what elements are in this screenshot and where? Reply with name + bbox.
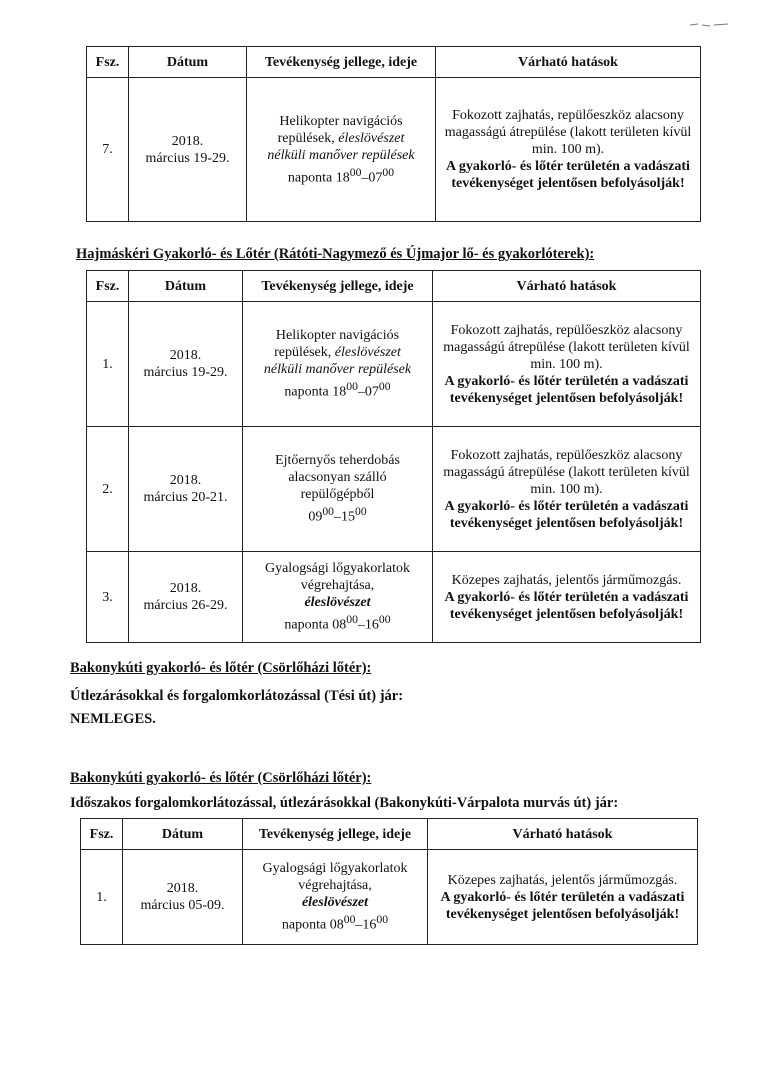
table-row <box>87 427 701 552</box>
col-header-effects: Várható hatások <box>436 47 701 78</box>
row-activity <box>243 427 433 552</box>
time-sup: 00 <box>376 913 389 927</box>
date-range: március 26-29. <box>143 598 228 613</box>
activity-line: Gyalogsági lőgyakorlatok <box>262 861 408 877</box>
time-sup: 00 <box>343 913 356 927</box>
effect-warning: A gyakorló- és lőtér területén a vadászati tevékenységet jelentősen befolyásolják! <box>440 889 685 922</box>
activity-time <box>247 911 423 934</box>
section-value-nemleges: NEMLEGES. <box>70 711 156 727</box>
activity-italic: éleslövészet <box>338 130 405 146</box>
activity-time <box>247 503 428 526</box>
row-effects <box>433 427 701 552</box>
effect-warning: A gyakorló- és lőtér területén a vadászati tevékenységet jelentősen befolyásolják! <box>446 159 690 191</box>
time-end: –07 <box>361 170 383 186</box>
row-number: 1. <box>87 302 129 427</box>
effect-text: Közepes zajhatás, jelentős járműmozgás. <box>447 872 678 888</box>
table-1 <box>86 46 701 222</box>
date-year: 2018. <box>169 581 202 596</box>
time-end: –16 <box>357 617 379 633</box>
activity-line: nélküli manőver repülések <box>263 362 412 378</box>
date-year: 2018. <box>171 133 204 149</box>
table-2-header-row <box>87 271 701 302</box>
date-range: március 20-21. <box>143 490 228 505</box>
time-sup: 00 <box>322 505 334 519</box>
scan-artifact-mark <box>690 22 730 28</box>
activity-line <box>247 344 428 361</box>
activity-line: Helikopter navigációs <box>275 328 400 344</box>
time-end: –07 <box>357 384 379 400</box>
row-date <box>123 850 243 945</box>
col-header-date: Dátum <box>123 819 243 850</box>
time-sup: 00 <box>349 165 362 179</box>
row-activity <box>243 552 433 643</box>
time-sup: 00 <box>346 613 358 627</box>
date-year: 2018. <box>166 881 199 896</box>
time-start: 09 <box>308 509 323 525</box>
table-row <box>87 78 701 222</box>
table-3-header-row <box>81 819 698 850</box>
table-1-container <box>86 46 701 222</box>
section-heading-hajmaskeri: Hajmáskéri Gyakorló- és Lőtér (Rátóti-Nagymező és Újmajor lő- és gyakorlóterek): <box>76 246 595 262</box>
activity-time <box>251 164 431 187</box>
col-header-activity: Tevékenység jellege, ideje <box>247 47 436 78</box>
col-header-date: Dátum <box>129 47 247 78</box>
effect-warning: A gyakorló- és lőtér területén a vadászati tevékenységet jelentősen befolyásolják! <box>444 373 689 406</box>
time-sup: 00 <box>378 380 391 394</box>
row-date <box>129 78 247 222</box>
row-activity <box>247 78 436 222</box>
col-header-date: Dátum <box>129 271 243 302</box>
effect-warning: A gyakorló- és lőtér területén a vadászati tevékenységet jelentősen befolyásolják! <box>444 589 689 622</box>
date-year: 2018. <box>169 348 202 363</box>
effect-text: Fokozott zajhatás, repülőeszköz alacsony magasságú átrepülése (lakott területen kívül min. 100 m). <box>443 322 690 372</box>
activity-text: repülések, <box>274 345 335 361</box>
row-date <box>129 427 243 552</box>
row-activity <box>243 850 428 945</box>
row-effects <box>428 850 698 945</box>
activity-line: nélküli manőver repülések <box>267 147 415 163</box>
time-start: naponta 18 <box>287 170 350 186</box>
activity-line: éleslövészet <box>304 595 371 611</box>
time-start: naponta 18 <box>284 384 347 400</box>
table-row <box>87 302 701 427</box>
row-number: 2. <box>87 427 129 552</box>
activity-text: repülések, <box>277 130 339 146</box>
table-1-header-row <box>87 47 701 78</box>
activity-line: Ejtőernyős teherdobás <box>275 453 400 469</box>
time-sup: 00 <box>378 613 391 627</box>
section-heading-bakonykuti-2: Bakonykúti gyakorló- és lőtér (Csörlőházi lőtér): <box>70 770 372 786</box>
table-row <box>87 552 701 643</box>
row-activity <box>243 302 433 427</box>
row-date <box>129 302 243 427</box>
table-row <box>81 850 698 945</box>
col-header-effects: Várható hatások <box>433 271 701 302</box>
activity-line: alacsonyan szálló <box>288 470 387 486</box>
activity-line: éleslövészet <box>301 895 369 911</box>
col-header-activity: Tevékenység jellege, ideje <box>243 271 433 302</box>
effect-text: Fokozott zajhatás, repülőeszköz alacsony magasságú átrepülése (lakott területen kívül min. 100 m). <box>443 447 690 497</box>
time-end: –16 <box>355 917 377 933</box>
date-range: március 19-29. <box>143 365 228 380</box>
col-header-activity: Tevékenység jellege, ideje <box>243 819 428 850</box>
section-heading-bakonykuti-1: Bakonykúti gyakorló- és lőtér (Csörlőházi lőtér): <box>70 660 372 676</box>
row-number: 1. <box>81 850 123 945</box>
table-2 <box>86 270 701 643</box>
row-effects <box>433 552 701 643</box>
date-year: 2018. <box>169 473 202 488</box>
row-effects <box>436 78 701 222</box>
activity-line: Gyalogsági lőgyakorlatok <box>264 561 411 577</box>
activity-time <box>247 378 428 401</box>
row-date <box>129 552 243 643</box>
col-header-no: Fsz. <box>87 47 129 78</box>
activity-line: végrehajtása, <box>298 878 372 894</box>
effect-text: Fokozott zajhatás, repülőeszköz alacsony magasságú átrepülése (lakott területen kívül min. 100 m). <box>444 108 692 157</box>
activity-line <box>251 130 431 147</box>
effect-text: Közepes zajhatás, jelentős járműmozgás. <box>451 572 682 588</box>
table-2-container <box>86 270 701 643</box>
col-header-no: Fsz. <box>87 271 129 302</box>
time-sup: 00 <box>382 165 395 179</box>
activity-line: Helikopter navigációs <box>279 113 403 129</box>
effect-warning: A gyakorló- és lőtér területén a vadászati tevékenységet jelentősen befolyásolják! <box>444 498 689 531</box>
row-number: 3. <box>87 552 129 643</box>
date-range: március 05-09. <box>140 898 225 913</box>
activity-italic: éleslövészet <box>334 345 401 361</box>
activity-time <box>247 611 428 634</box>
section-subheading-bakonykuti-2: Időszakos forgalomkorlátozással, útlezárásokkal (Bakonykúti-Várpalota murvás út) jár: <box>70 795 619 811</box>
table-3 <box>80 818 698 945</box>
time-end: –15 <box>334 509 355 525</box>
col-header-effects: Várható hatások <box>428 819 698 850</box>
row-effects <box>433 302 701 427</box>
col-header-no: Fsz. <box>81 819 123 850</box>
activity-line: repülőgépből <box>300 487 375 503</box>
time-sup: 00 <box>355 505 367 519</box>
table-3-container <box>80 818 698 945</box>
time-sup: 00 <box>346 380 358 394</box>
section-subheading-bakonykuti-1: Útlezárásokkal és forgalomkorlátozással (Tési út) jár: <box>70 688 404 704</box>
date-range: március 19-29. <box>145 150 230 166</box>
row-number: 7. <box>87 78 129 222</box>
time-start: naponta 08 <box>281 917 344 933</box>
activity-line: végrehajtása, <box>300 578 375 594</box>
time-start: naponta 08 <box>284 617 347 633</box>
